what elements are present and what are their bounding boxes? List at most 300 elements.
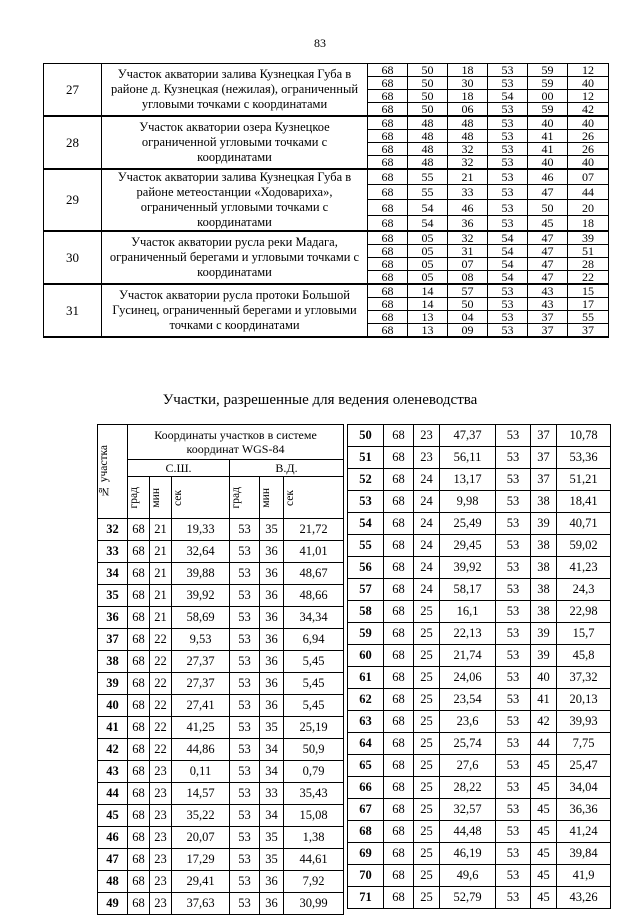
coordinate-cell: 68	[128, 893, 150, 915]
table-row	[98, 871, 344, 893]
coordinate-cell: 68	[384, 535, 414, 557]
coordinate-cell: 53	[488, 284, 528, 298]
coordinate-cell: 37	[531, 469, 557, 491]
coordinate-cell: 5,45	[284, 673, 344, 695]
coordinate-cell: 37	[531, 425, 557, 447]
coordinate-cell: 25	[414, 887, 440, 909]
coordinate-cell: 23,6	[440, 711, 496, 733]
coordinate-cell: 23	[150, 761, 172, 783]
plot-number: 33	[98, 541, 128, 563]
plot-number: 67	[348, 799, 384, 821]
coordinate-cell: 53	[230, 673, 260, 695]
coordinate-cell: 53	[488, 116, 528, 130]
coordinate-cell: 25	[414, 645, 440, 667]
coordinate-cell: 53	[496, 689, 531, 711]
coordinate-cell: 44,86	[172, 739, 230, 761]
coordinate-cell: 53	[488, 169, 528, 185]
coordinate-cell: 14	[408, 298, 448, 311]
coordinate-cell: 35,43	[284, 783, 344, 805]
coordinate-cell: 68	[128, 717, 150, 739]
coordinate-cell: 26	[568, 130, 609, 143]
plot-number: 49	[98, 893, 128, 915]
coordinate-cell: 68	[128, 695, 150, 717]
unit-header: сек	[284, 477, 344, 519]
coordinate-cell: 68	[384, 645, 414, 667]
coordinate-cell: 55	[408, 185, 448, 200]
coordinate-cell: 68	[368, 200, 408, 215]
coordinate-cell: 39,92	[440, 557, 496, 579]
table-row	[348, 535, 611, 557]
coordinate-cell: 23	[150, 871, 172, 893]
coordinate-cell: 24,3	[557, 579, 611, 601]
coordinate-cell: 36	[260, 585, 284, 607]
coordinate-cell: 34	[260, 761, 284, 783]
coordinate-cell: 53	[496, 821, 531, 843]
coordinate-cell: 21	[150, 585, 172, 607]
coordinate-cell: 50	[408, 103, 448, 117]
plot-number: 63	[348, 711, 384, 733]
coordinate-cell: 45,8	[557, 645, 611, 667]
coordinate-cell: 18,41	[557, 491, 611, 513]
coordinate-cell: 53	[230, 519, 260, 541]
coordinate-cell: 21	[150, 519, 172, 541]
coordinate-cell: 25,47	[557, 755, 611, 777]
coordinate-cell: 50	[408, 77, 448, 90]
coordinate-cell: 31	[448, 245, 488, 258]
coordinate-cell: 25	[414, 777, 440, 799]
coordinate-cell: 37	[568, 324, 609, 338]
coordinate-cell: 23	[150, 893, 172, 915]
coordinate-row	[44, 231, 609, 245]
coordinate-cell: 68	[368, 284, 408, 298]
plot-number: 65	[348, 755, 384, 777]
plot-number: 64	[348, 733, 384, 755]
coordinate-cell: 37,32	[557, 667, 611, 689]
area-description: Участок акватории русла реки Мадага, ограниченный берегами и угловыми точками с координатами	[102, 231, 368, 284]
coordinate-cell: 25	[414, 821, 440, 843]
coordinate-cell: 35	[260, 717, 284, 739]
coordinate-cell: 54	[408, 200, 448, 215]
coordinate-cell: 47	[528, 231, 568, 245]
table-row	[98, 893, 344, 915]
coordinate-cell: 68	[384, 689, 414, 711]
coordinate-cell: 37	[528, 311, 568, 324]
coordinate-cell: 68	[384, 601, 414, 623]
coordinate-cell: 53	[496, 733, 531, 755]
coordinate-cell: 30	[448, 77, 488, 90]
coordinate-cell: 5,45	[284, 651, 344, 673]
coordinate-cell: 68	[384, 513, 414, 535]
plot-number: 50	[348, 425, 384, 447]
plot-number: 36	[98, 607, 128, 629]
coordinate-cell: 45	[531, 777, 557, 799]
coordinate-cell: 09	[448, 324, 488, 338]
table-row	[348, 579, 611, 601]
coordinate-cell: 53	[488, 215, 528, 231]
coordinate-cell: 59	[528, 64, 568, 77]
coordinate-cell: 68	[368, 311, 408, 324]
coordinate-cell: 39,84	[557, 843, 611, 865]
coordinate-cell: 53	[496, 755, 531, 777]
table-row	[348, 755, 611, 777]
coordinate-cell: 55	[568, 311, 609, 324]
coordinate-cell: 7,75	[557, 733, 611, 755]
coordinate-cell: 50	[528, 200, 568, 215]
coordinate-cell: 54	[488, 271, 528, 285]
table-row	[348, 843, 611, 865]
coordinate-cell: 68	[384, 623, 414, 645]
coordinate-cell: 68	[128, 607, 150, 629]
coordinate-cell: 10,78	[557, 425, 611, 447]
coordinate-cell: 53	[230, 629, 260, 651]
coordinate-cell: 53	[496, 799, 531, 821]
coordinate-cell: 24	[414, 469, 440, 491]
coordinate-cell: 50	[408, 90, 448, 103]
coordinate-cell: 32	[448, 231, 488, 245]
coordinate-cell: 38	[531, 535, 557, 557]
coordinate-cell: 48	[448, 130, 488, 143]
coordinate-cell: 15,08	[284, 805, 344, 827]
coordinate-cell: 30,99	[284, 893, 344, 915]
coordinate-cell: 32	[448, 156, 488, 170]
coordinate-cell: 59,02	[557, 535, 611, 557]
coordinate-cell: 35,22	[172, 805, 230, 827]
plot-number: 69	[348, 843, 384, 865]
coordinate-cell: 15,7	[557, 623, 611, 645]
coordinate-cell: 37,63	[172, 893, 230, 915]
reindeer-plots-table-left	[97, 424, 344, 915]
coordinate-cell: 27,37	[172, 673, 230, 695]
coordinate-cell: 51,21	[557, 469, 611, 491]
coordinate-cell: 9,53	[172, 629, 230, 651]
coordinate-cell: 9,98	[440, 491, 496, 513]
coordinate-cell: 40	[528, 156, 568, 170]
coordinate-cell: 68	[384, 865, 414, 887]
table-row	[348, 491, 611, 513]
coordinate-cell: 68	[128, 629, 150, 651]
table-row	[348, 601, 611, 623]
coordinate-cell: 35	[260, 849, 284, 871]
coordinate-cell: 0,11	[172, 761, 230, 783]
coordinate-cell: 68	[384, 491, 414, 513]
coordinate-cell: 53	[496, 843, 531, 865]
coordinate-cell: 53	[488, 200, 528, 215]
table-row	[98, 783, 344, 805]
coordinate-cell: 24	[414, 491, 440, 513]
coordinate-cell: 28	[568, 258, 609, 271]
coordinate-cell: 25	[414, 689, 440, 711]
plot-number: 58	[348, 601, 384, 623]
coordinate-cell: 39	[568, 231, 609, 245]
coordinate-cell: 49,6	[440, 865, 496, 887]
plot-number: 44	[98, 783, 128, 805]
coordinate-cell: 22	[150, 695, 172, 717]
section-title: Участки, разрешенные для ведения оленеводства	[162, 392, 478, 408]
coordinate-cell: 48	[408, 143, 448, 156]
coordinate-cell: 25,74	[440, 733, 496, 755]
coordinate-cell: 36	[260, 673, 284, 695]
coordinate-cell: 50,9	[284, 739, 344, 761]
coordinate-cell: 53	[230, 893, 260, 915]
coordinate-cell: 68	[368, 77, 408, 90]
coordinate-cell: 53	[488, 156, 528, 170]
table-row	[348, 799, 611, 821]
plot-number: 41	[98, 717, 128, 739]
coordinate-cell: 17,29	[172, 849, 230, 871]
table-row	[98, 519, 344, 541]
coordinate-cell: 22	[150, 629, 172, 651]
coordinate-cell: 28,22	[440, 777, 496, 799]
table-row	[348, 425, 611, 447]
coordinate-cell: 22	[150, 717, 172, 739]
coordinate-cell: 24	[414, 513, 440, 535]
reindeer-plots-table-right	[347, 424, 611, 909]
coordinate-cell: 53	[230, 717, 260, 739]
coordinate-cell: 53	[230, 739, 260, 761]
coordinate-cell: 53,36	[557, 447, 611, 469]
coordinate-cell: 24	[414, 557, 440, 579]
coordinate-cell: 68	[384, 755, 414, 777]
coordinate-cell: 54	[488, 258, 528, 271]
coordinate-cell: 06	[448, 103, 488, 117]
coordinate-cell: 68	[128, 519, 150, 541]
plot-number: 40	[98, 695, 128, 717]
table-row	[348, 865, 611, 887]
table-row	[98, 849, 344, 871]
coordinate-cell: 00	[528, 90, 568, 103]
coordinate-cell: 1,38	[284, 827, 344, 849]
coordinate-cell: 53	[230, 805, 260, 827]
coordinate-cell: 41,01	[284, 541, 344, 563]
coordinate-cell: 37	[528, 324, 568, 338]
coordinate-cell: 54	[488, 245, 528, 258]
table-row	[348, 777, 611, 799]
coordinate-cell: 53	[496, 887, 531, 909]
coordinate-cell: 20,07	[172, 827, 230, 849]
plot-number: 71	[348, 887, 384, 909]
plot-number: 62	[348, 689, 384, 711]
coordinate-cell: 68	[384, 777, 414, 799]
table-row	[348, 887, 611, 909]
coordinate-cell: 25	[414, 733, 440, 755]
coordinate-cell: 48,66	[284, 585, 344, 607]
coordinate-cell: 25,49	[440, 513, 496, 535]
coordinate-cell: 68	[384, 667, 414, 689]
coordinate-cell: 33	[260, 783, 284, 805]
coordinate-cell: 07	[568, 169, 609, 185]
plot-number: 59	[348, 623, 384, 645]
coordinate-cell: 14	[408, 284, 448, 298]
coordinate-cell: 53	[230, 695, 260, 717]
plot-number: 48	[98, 871, 128, 893]
coordinate-cell: 58,17	[440, 579, 496, 601]
plot-number: 43	[98, 761, 128, 783]
coordinate-cell: 68	[128, 805, 150, 827]
coordinate-cell: 68	[128, 871, 150, 893]
coordinate-cell: 68	[384, 821, 414, 843]
coordinate-cell: 47	[528, 258, 568, 271]
coordinate-cell: 68	[368, 64, 408, 77]
coordinate-cell: 68	[128, 585, 150, 607]
coordinate-row	[44, 284, 609, 298]
coordinate-cell: 42	[568, 103, 609, 117]
plot-number-header: № участка	[98, 425, 128, 519]
coordinate-cell: 13,17	[440, 469, 496, 491]
coordinate-cell: 53	[496, 469, 531, 491]
coordinate-cell: 41,24	[557, 821, 611, 843]
plot-number: 66	[348, 777, 384, 799]
coordinate-cell: 68	[384, 887, 414, 909]
coordinate-cell: 68	[128, 849, 150, 871]
table-row	[348, 623, 611, 645]
coordinate-cell: 48	[408, 156, 448, 170]
coordinate-cell: 27,41	[172, 695, 230, 717]
coordinate-cell: 25	[414, 865, 440, 887]
coordinate-cell: 43,26	[557, 887, 611, 909]
coordinate-cell: 48	[408, 130, 448, 143]
area-number: 27	[44, 64, 102, 117]
coordinate-cell: 34,04	[557, 777, 611, 799]
plot-number: 56	[348, 557, 384, 579]
table-row	[98, 805, 344, 827]
coordinate-cell: 33	[448, 185, 488, 200]
coordinate-cell: 05	[408, 231, 448, 245]
coordinate-cell: 40	[531, 667, 557, 689]
coordinate-cell: 53	[496, 711, 531, 733]
plot-number: 52	[348, 469, 384, 491]
coordinate-cell: 68	[368, 156, 408, 170]
coordinate-cell: 18	[448, 90, 488, 103]
coordinate-cell: 46	[448, 200, 488, 215]
coordinate-cell: 25	[414, 711, 440, 733]
coordinate-cell: 52,79	[440, 887, 496, 909]
coordinate-cell: 48	[448, 116, 488, 130]
page-number: 83	[314, 36, 326, 50]
area-number: 28	[44, 116, 102, 169]
coordinate-cell: 68	[128, 651, 150, 673]
coordinate-cell: 57	[448, 284, 488, 298]
coordinate-cell: 43	[528, 298, 568, 311]
coordinate-cell: 26	[568, 143, 609, 156]
table-row	[98, 607, 344, 629]
coordinate-cell: 29,45	[440, 535, 496, 557]
coordinate-cell: 7,92	[284, 871, 344, 893]
coordinate-cell: 68	[128, 761, 150, 783]
coordinate-cell: 68	[368, 298, 408, 311]
coordinate-cell: 53	[488, 185, 528, 200]
coordinate-cell: 40	[568, 77, 609, 90]
coordinate-cell: 23	[150, 827, 172, 849]
coordinate-cell: 68	[384, 557, 414, 579]
coordinate-cell: 68	[384, 425, 414, 447]
coordinate-cell: 36	[260, 651, 284, 673]
coordinate-cell: 47	[528, 271, 568, 285]
plot-number: 55	[348, 535, 384, 557]
coordinate-cell: 07	[448, 258, 488, 271]
coordinate-cell: 59	[528, 77, 568, 90]
coordinate-cell: 68	[128, 783, 150, 805]
coordinate-cell: 27,37	[172, 651, 230, 673]
coordinate-cell: 23	[150, 783, 172, 805]
coordinate-cell: 36	[260, 607, 284, 629]
plot-number: 34	[98, 563, 128, 585]
coordinate-cell: 25	[414, 843, 440, 865]
plot-number: 57	[348, 579, 384, 601]
coordinate-cell: 53	[230, 849, 260, 871]
coordinate-cell: 68	[368, 215, 408, 231]
table-row	[348, 689, 611, 711]
coordinate-cell: 40	[568, 156, 609, 170]
plot-number: 45	[98, 805, 128, 827]
coordinate-cell: 45	[531, 843, 557, 865]
coordinate-cell: 16,1	[440, 601, 496, 623]
coordinate-cell: 58,69	[172, 607, 230, 629]
coordinate-cell: 39,93	[557, 711, 611, 733]
coordinate-cell: 53	[496, 535, 531, 557]
coords-system-header: Координаты участков в системе координат WGS-84	[128, 425, 344, 460]
coordinate-cell: 21,74	[440, 645, 496, 667]
coordinate-cell: 40,71	[557, 513, 611, 535]
plot-number: 38	[98, 651, 128, 673]
table-row	[98, 541, 344, 563]
coordinate-cell: 53	[488, 77, 528, 90]
coordinate-cell: 68	[384, 733, 414, 755]
coordinate-cell: 22	[568, 271, 609, 285]
coordinate-cell: 45	[531, 821, 557, 843]
unit-header: град	[128, 477, 150, 519]
coordinate-cell: 45	[531, 887, 557, 909]
coordinate-cell: 39	[531, 645, 557, 667]
area-number: 30	[44, 231, 102, 284]
coordinate-cell: 53	[496, 667, 531, 689]
table-row	[98, 761, 344, 783]
coordinate-cell: 6,94	[284, 629, 344, 651]
coordinate-cell: 53	[230, 827, 260, 849]
coordinate-cell: 04	[448, 311, 488, 324]
coordinate-cell: 46	[528, 169, 568, 185]
coordinate-cell: 68	[128, 827, 150, 849]
coordinate-cell: 25	[414, 667, 440, 689]
coordinate-cell: 41	[531, 689, 557, 711]
coordinate-cell: 68	[368, 90, 408, 103]
coordinate-cell: 05	[408, 271, 448, 285]
plot-number: 46	[98, 827, 128, 849]
coordinate-cell: 53	[230, 541, 260, 563]
coordinate-cell: 53	[496, 557, 531, 579]
coordinate-cell: 41,23	[557, 557, 611, 579]
coordinate-cell: 14,57	[172, 783, 230, 805]
coordinate-cell: 25	[414, 755, 440, 777]
coordinate-cell: 68	[368, 271, 408, 285]
table-row	[348, 667, 611, 689]
coordinate-cell: 39	[531, 513, 557, 535]
coordinate-cell: 53	[488, 103, 528, 117]
coordinate-cell: 68	[368, 169, 408, 185]
coordinate-cell: 36	[260, 893, 284, 915]
coordinate-row	[44, 116, 609, 130]
coordinate-cell: 13	[408, 324, 448, 338]
coordinate-cell: 53	[496, 579, 531, 601]
coordinate-row	[44, 64, 609, 77]
coordinate-cell: 41	[528, 130, 568, 143]
coordinate-cell: 21	[448, 169, 488, 185]
coordinate-cell: 54	[488, 231, 528, 245]
coordinate-cell: 36,36	[557, 799, 611, 821]
coordinate-cell: 53	[488, 324, 528, 338]
coordinate-cell: 24,06	[440, 667, 496, 689]
coordinate-cell: 32,64	[172, 541, 230, 563]
coordinate-cell: 53	[496, 645, 531, 667]
